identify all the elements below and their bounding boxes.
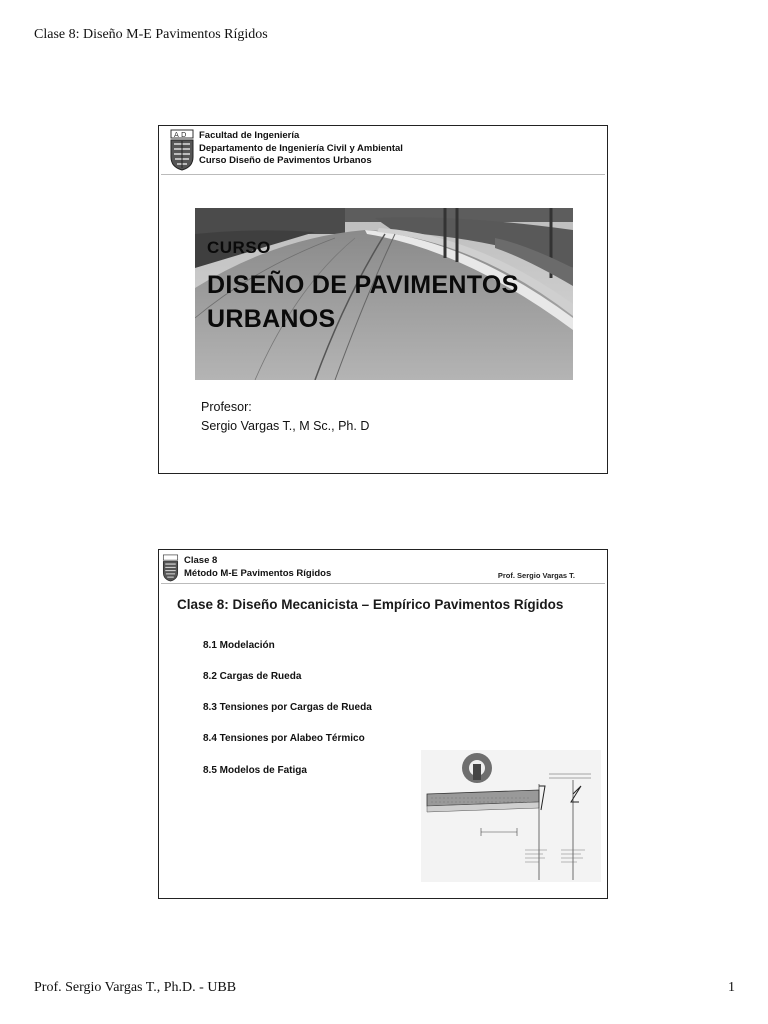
course-name: Curso Diseño de Pavimentos Urbanos — [199, 155, 372, 166]
university-logo — [169, 129, 195, 171]
svg-text:A D: A D — [174, 131, 187, 139]
toc-item: 8.1 Modelación — [203, 640, 275, 651]
professor-name: Sergio Vargas T., M Sc., Ph. D — [201, 419, 370, 433]
university-logo — [162, 554, 179, 582]
department-name: Departamento de Ingeniería Civil y Ambiental — [199, 142, 403, 154]
toc-item: 8.5 Modelos de Fatiga — [203, 765, 307, 776]
institution-lines — [199, 130, 403, 168]
professor-label: Profesor: — [201, 400, 252, 414]
toc-item: 8.3 Tensiones por Cargas de Rueda — [203, 702, 372, 713]
cover-title — [207, 268, 519, 336]
slide-title: Clase 8: Diseño Mecanicista – Empírico Pavimentos Rígidos — [177, 597, 564, 612]
cover-image — [195, 208, 573, 380]
header-divider — [161, 583, 605, 584]
wheel-icon — [462, 753, 492, 783]
slide-header — [184, 554, 331, 580]
header-professor: Prof. Sergio Vargas T. — [497, 571, 575, 580]
header-divider — [161, 174, 605, 175]
cover-title-line2: URBANOS — [207, 305, 336, 333]
toc-item: 8.2 Cargas de Rueda — [203, 671, 302, 682]
slab-stress-diagram — [421, 750, 601, 882]
slide-title — [158, 125, 608, 474]
page-header: Clase 8: Diseño M-E Pavimentos Rígidos — [34, 27, 268, 42]
faculty-name: Facultad de Ingeniería — [199, 130, 300, 141]
class-topic: Método M-E Pavimentos Rígidos — [184, 568, 332, 579]
page-number: 1 — [728, 980, 735, 995]
toc-item: 8.4 Tensiones por Alabeo Térmico — [203, 733, 365, 744]
class-number: Clase 8 — [184, 555, 218, 566]
page-footer: Prof. Sergio Vargas T., Ph.D. - UBB — [34, 980, 237, 995]
slide-contents — [158, 549, 608, 899]
cover-title-line1: DISEÑO DE PAVIMENTOS — [207, 271, 519, 299]
cover-label: CURSO — [207, 238, 271, 257]
